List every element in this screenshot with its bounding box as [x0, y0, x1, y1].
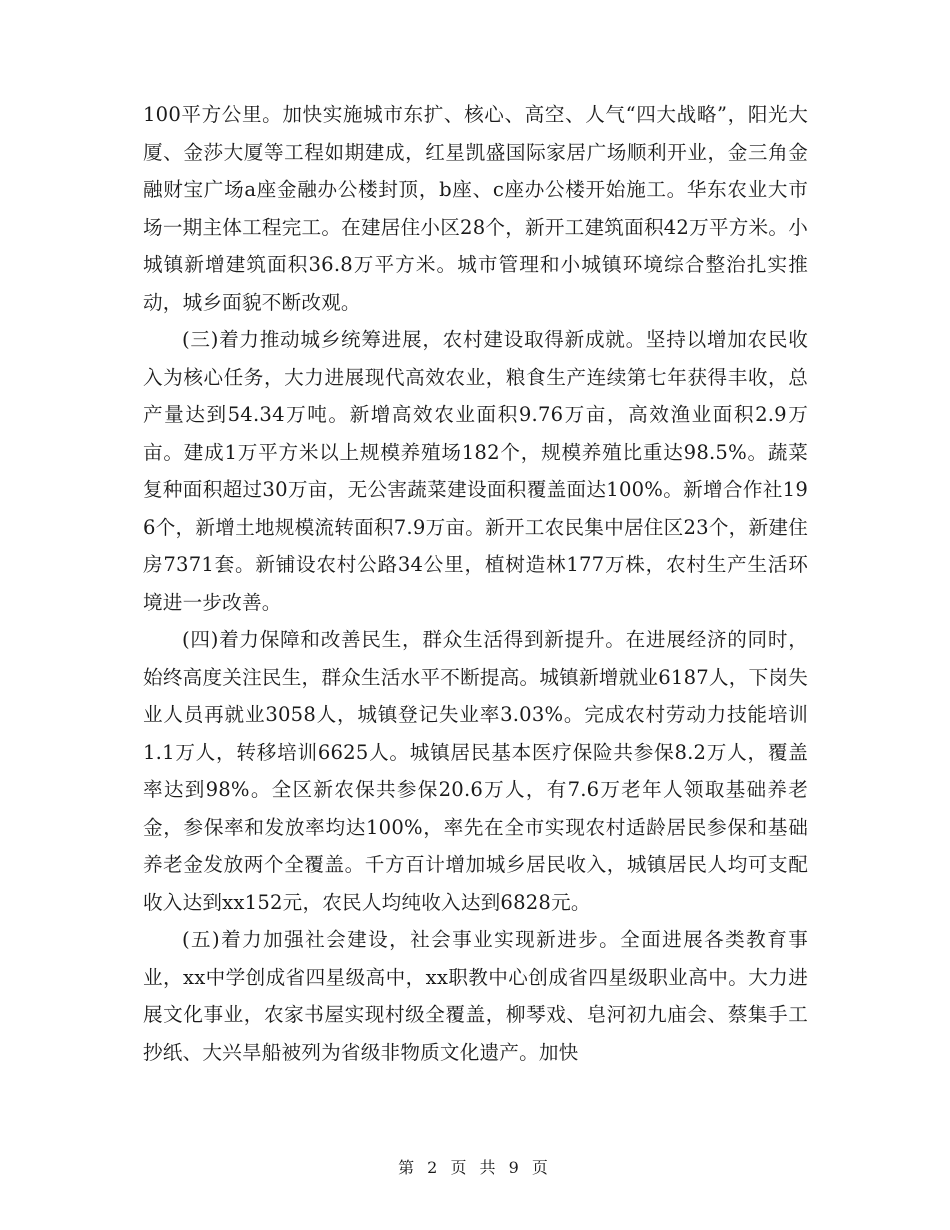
- document-body: [143, 96, 808, 1071]
- paragraph-2: (三)着力推动城乡统筹进展，农村建设取得新成就。坚持以增加农民收入为核心任务，大力进展现代高效农业，粮食生产连续第七年获得丰收，总产量达到54.34万吨。新增高效农业面积9.76万亩，高效渔业面积2.9万亩。建成1万平方米以上规模养殖场182个，规模养殖比重达98.5%。蔬菜复种面积超过30万亩，无公害蔬菜建设面积覆盖面达100%。新增合作社196个，新增土地规模流转面积7.9万亩。新开工农民集中居住区23个，新建住房7371套。新铺设农村公路34公里，植树造林177万株，农村生产生活环境进一步改善。: [143, 328, 808, 614]
- paragraph-1: 100平方公里。加快实施城市东扩、核心、高空、人气“四大战略”，阳光大厦、金莎大厦等工程如期建成，红星凯盛国际家居广场顺利开业，金三角金融财宝广场a座金融办公楼封顶，b座、c座办公楼开始施工。华东农业大市场一期主体工程完工。在建居住小区28个，新开工建筑面积42万平方米。小城镇新增建筑面积36.8万平方米。城市管理和小城镇环境综合整治扎实推动，城乡面貌不断改观。: [143, 103, 808, 314]
- paragraph-3: (四)着力保障和改善民生，群众生活得到新提升。在进展经济的同时，始终高度关注民生，群众生活水平不断提高。城镇新增就业6187人，下岗失业人员再就业3058人，城镇登记失业率3.03%。完成农村劳动力技能培训1.1万人，转移培训6625人。城镇居民基本医疗保险共参保8.2万人，覆盖率达到98%。全区新农保共参保20.6万人，有7.6万老年人领取基础养老金，参保率和发放率均达100%，率先在全市实现农村适龄居民参保和基础养老金发放两个全覆盖。千方百计增加城乡居民收入，城镇居民人均可支配收入达到xx152元，农民人均纯收入达到6828元。: [143, 628, 808, 914]
- paragraph-4: (五)着力加强社会建设，社会事业实现新进步。全面进展各类教育事业，xx中学创成省四星级高中，xx职教中心创成省四星级职业高中。大力进展文化事业，农家书屋实现村级全覆盖，柳琴戏、皂河初九庙会、蔡集手工抄纸、大兴旱船被列为省级非物质文化遗产。加快: [143, 928, 808, 1064]
- page-number-footer: 第 2 页 共 9 页: [398, 1158, 552, 1177]
